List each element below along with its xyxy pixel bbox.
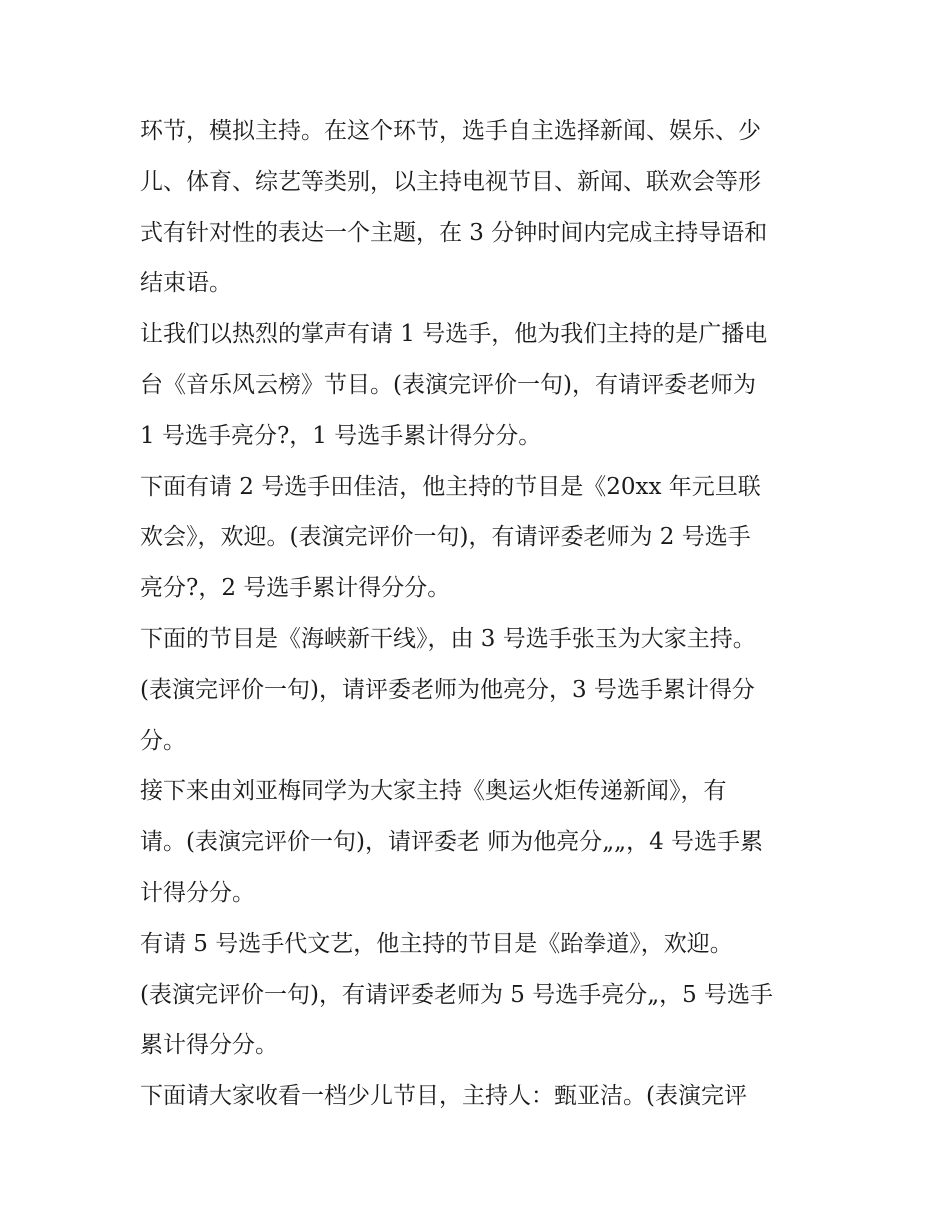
text-line: 1 号选手亮分?，1 号选手累计得分分。 xyxy=(140,422,542,449)
text-line: 结束语。 xyxy=(140,270,232,297)
text-line: 计得分分。 xyxy=(140,879,255,906)
text-line: 台《音乐风云榜》节目。(表演完评价一句)，有请评委老师为 xyxy=(140,371,756,398)
text-line: 式有针对性的表达一个主题，在 3 分钟时间内完成主持导语和 xyxy=(140,219,768,246)
text-line: 下面请大家收看一档少儿节目，主持人：甄亚洁。(表演完评 xyxy=(140,1083,747,1110)
text-line: (表演完评价一句)，请评委老师为他亮分，3 号选手累计得分 xyxy=(140,676,755,703)
text-line: 请。(表演完评价一句)，请评委老 师为他亮分„„，4 号选手累 xyxy=(140,829,764,856)
text-line: 分。 xyxy=(140,727,186,754)
text-line: 欢会》，欢迎。(表演完评价一句)，有请评委老师为 2 号选手 xyxy=(140,524,751,551)
text-line: 累计得分分。 xyxy=(140,1032,278,1059)
text-line: (表演完评价一句)，有请评委老师为 5 号选手亮分„，5 号选手 xyxy=(140,981,774,1008)
text-line: 儿、体育、综艺等类别，以主持电视节目、新闻、联欢会等形 xyxy=(140,168,761,195)
text-line: 亮分?，2 号选手累计得分分。 xyxy=(140,575,451,602)
text-line: 下面有请 2 号选手田佳洁，他主持的节目是《20xx 年元旦联 xyxy=(140,473,761,500)
text-line: 下面的节目是《海峡新干线》，由 3 号选手张玉为大家主持。 xyxy=(140,625,756,652)
text-line: 环节，模拟主持。在这个环节，选手自主选择新闻、娱乐、少 xyxy=(140,118,761,144)
body-text xyxy=(140,106,820,1122)
text-line: 让我们以热烈的掌声有请 1 号选手，他为我们主持的是广播电 xyxy=(140,321,768,348)
text-line: 接下来由刘亚梅同学为大家主持《奥运火炬传递新闻》，有 xyxy=(140,778,727,805)
text-line: 有请 5 号选手代文艺，他主持的节目是《跆拳道》，欢迎。 xyxy=(140,930,733,957)
